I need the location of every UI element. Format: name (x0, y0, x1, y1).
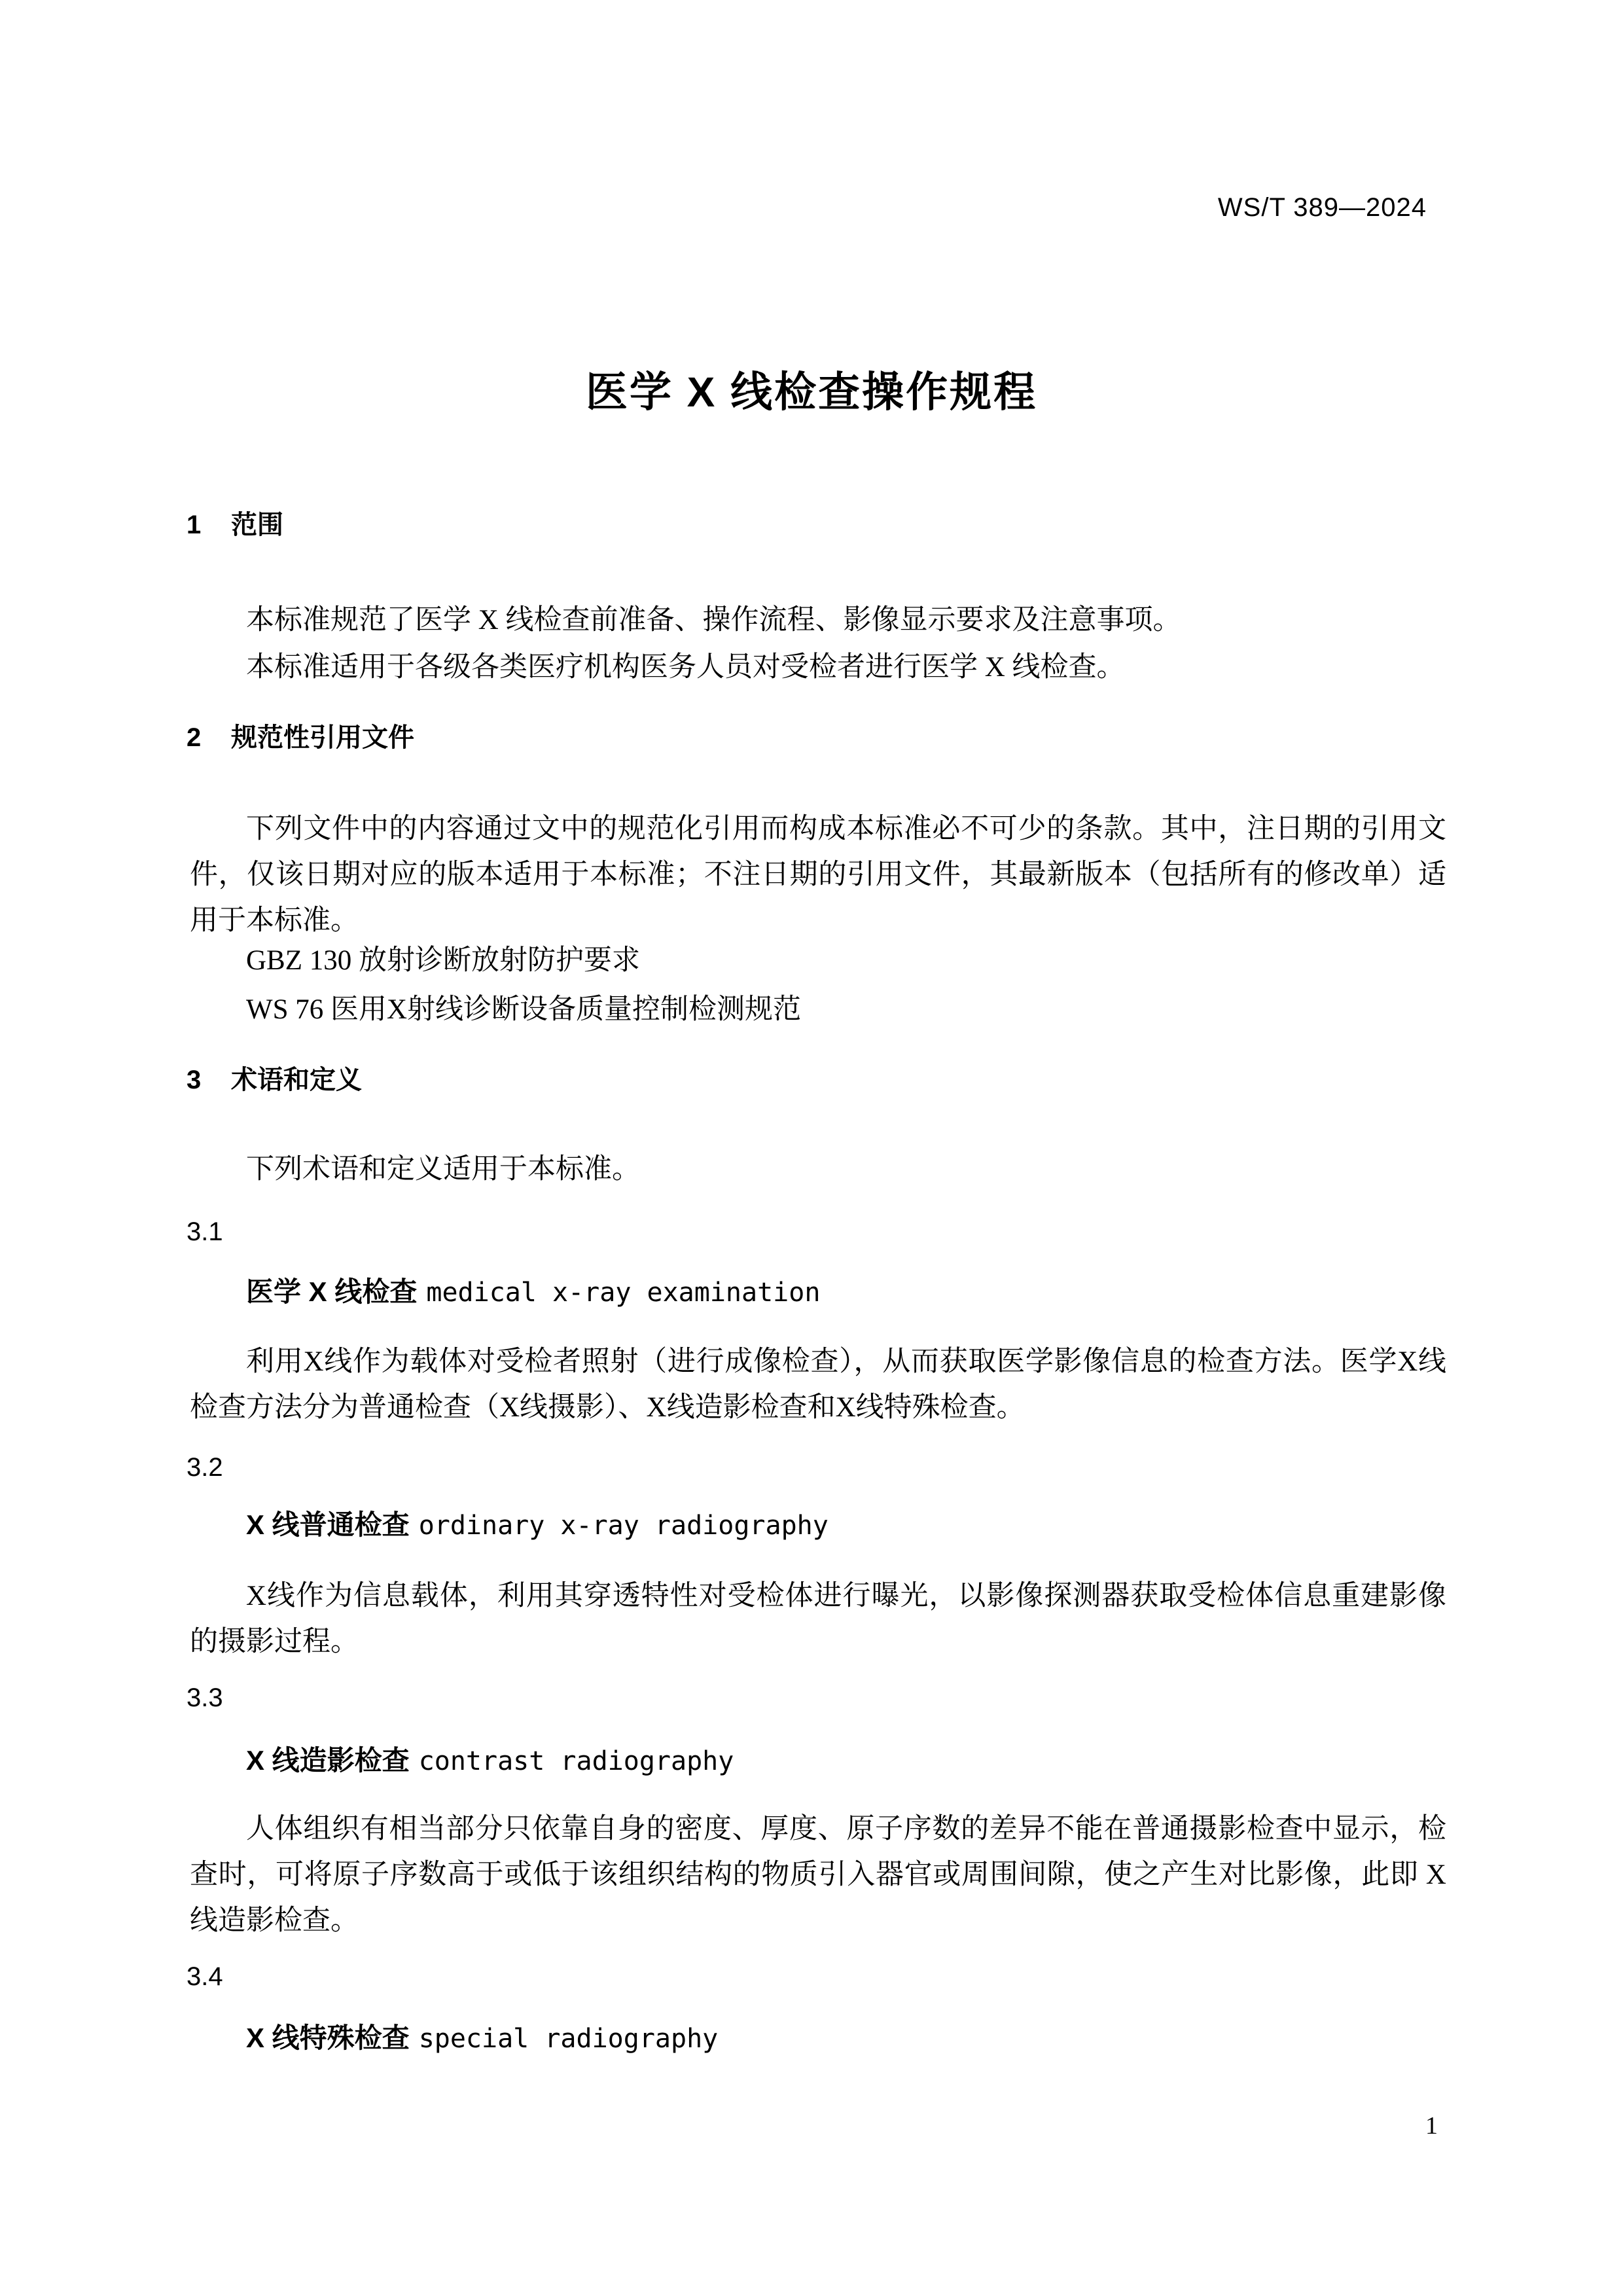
page-number: 1 (1425, 2112, 1438, 2140)
section-3-title: 术语和定义 (231, 1066, 362, 1094)
doc-number: WS/T 389—2024 (1217, 193, 1427, 222)
term-3-1-zh: 医学 X 线检查 (246, 1276, 418, 1307)
term-3-2 (246, 1508, 829, 1549)
section-1-paragraph-1: 本标准规范了医学 X 线检查前准备、操作流程、影像显示要求及注意事项。 (246, 605, 1181, 636)
section-3-number: 3 (187, 1066, 202, 1094)
section-1-title: 范围 (231, 511, 283, 539)
section-2-heading (187, 722, 414, 753)
section-2-title: 规范性引用文件 (231, 723, 414, 752)
term-3-4-number: 3.4 (187, 1962, 223, 1991)
term-3-1-definition: 利用X线作为载体对受检者照射（进行成像检查），从而获取医学影像信息的检查方法。医学X线检查方法分为普通检查（X线摄影）、X线造影检查和X线特殊检查。 (190, 1346, 1446, 1423)
term-3-3-number: 3.3 (187, 1683, 223, 1712)
section-1-number: 1 (187, 511, 202, 539)
term-3-3 (246, 1744, 734, 1784)
section-3-heading (187, 1064, 362, 1096)
reference-gbz-130: GBZ 130 放射诊断放射防护要求 (246, 945, 640, 976)
section-1-paragraph-2: 本标准适用于各级各类医疗机构医务人员对受检者进行医学 X 线检查。 (246, 652, 1125, 683)
term-3-3-zh: X 线造影检查 (246, 1745, 410, 1776)
page-title: 医学 X 线检查操作规程 (585, 368, 1038, 416)
term-3-4-en: special radiography (418, 2024, 719, 2054)
term-3-4 (246, 2021, 718, 2062)
section-3-intro: 下列术语和定义适用于本标准。 (246, 1154, 640, 1185)
term-3-2-number: 3.2 (187, 1453, 223, 1482)
section-1-heading (187, 509, 283, 541)
section-2-paragraph: 下列文件中的内容通过文中的规范化引用而构成本标准必不可少的条款。其中，注日期的引用文件，仅该日期对应的版本适用于本标准；不注日期的引用文件，其最新版本（包括所有的修改单）适用于本标准。 (190, 814, 1446, 936)
term-3-1-en: medical x-ray examination (426, 1278, 821, 1308)
term-3-3-en: contrast radiography (418, 1746, 734, 1776)
term-3-2-en: ordinary x-ray radiography (418, 1511, 829, 1541)
term-3-2-definition: X线作为信息载体，利用其穿透特性对受检体进行曝光，以影像探测器获取受检体信息重建影像的摄影过程。 (190, 1581, 1446, 1657)
section-2-number: 2 (187, 723, 202, 752)
term-3-2-zh: X 线普通检查 (246, 1509, 410, 1540)
term-3-1 (246, 1275, 820, 1316)
reference-ws-76: WS 76 医用X射线诊断设备质量控制检测规范 (246, 994, 802, 1025)
term-3-1-number: 3.1 (187, 1217, 223, 1246)
term-3-3-definition: 人体组织有相当部分只依靠自身的密度、厚度、原子序数的差异不能在普通摄影检查中显示，检查时，可将原子序数高于或低于该组织结构的物质引入器官或周围间隙，使之产生对比影像，此即 X 线造影检查。 (190, 1814, 1446, 1936)
term-3-4-zh: X 线特殊检查 (246, 2022, 410, 2053)
